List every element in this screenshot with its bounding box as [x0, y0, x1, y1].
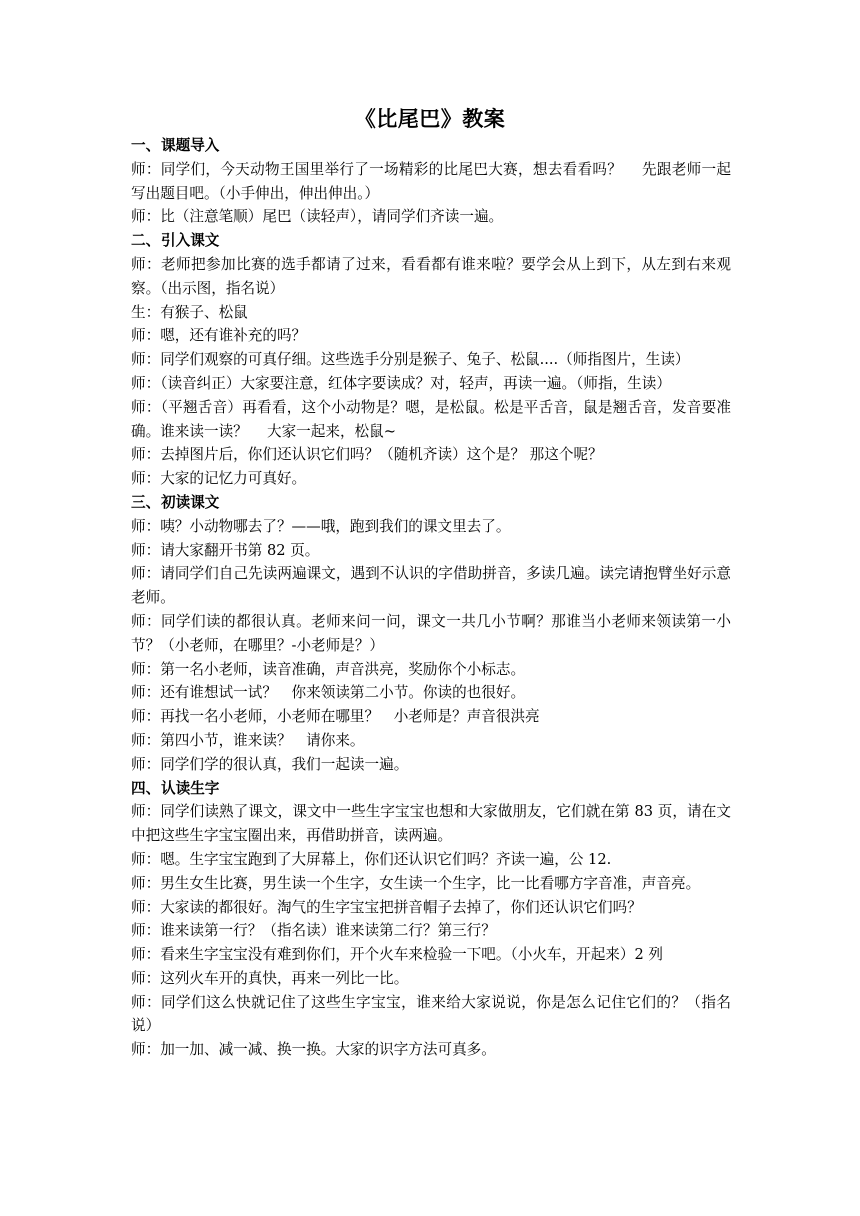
paragraph: 师：再找一名小老师，小老师在哪里？ 小老师是？声音很洪亮	[131, 708, 540, 726]
paragraph: 师：老师把参加比赛的选手都请了过来，看看都有谁来啦？要学会从上到下，从左到右来观察。（出示图，指名说）	[131, 255, 731, 297]
paragraph: 师：大家的记忆力可真好。	[131, 470, 307, 488]
paragraph: 师：谁来读第一行？（指名读）谁来读第二行？第三行？	[131, 922, 496, 940]
paragraph: 师：（读音纠正）大家要注意，红体字要读成？对，轻声，再读一遍。（师指，生读）	[131, 374, 671, 392]
paragraph: 师：同学们观察的可真仔细。这些选手分别是猴子、兔子、松鼠....（师指图片，生读）	[131, 351, 690, 369]
paragraph: 师：第四小节，谁来读？ 请你来。	[131, 731, 365, 749]
paragraph: 师：请同学们自己先读两遍课文，遇到不认识的字借助拼音，多读几遍。读完请抱臂坐好示意老师。	[131, 565, 731, 607]
paragraph: 师：同学们读的都很认真。老师来问一问，课文一共几小节啊？那谁当小老师来领读第一小节？（小老师，在哪里？-小老师是？）	[131, 612, 731, 654]
paragraph: 师：这列火车开的真快，再来一列比一比。	[131, 969, 409, 987]
paragraph: 师：嗯。生字宝宝跑到了大屏幕上，你们还认识它们吗？齐读一遍，公 12.	[131, 850, 612, 868]
paragraph: 师：第一名小老师，读音准确，声音洪亮，奖励你个小标志。	[131, 660, 526, 678]
paragraph: 师：请大家翻开书第 82 页。	[131, 541, 320, 559]
paragraph: 师：去掉图片后，你们还认识它们吗？（随机齐读）这个是？ 那这个呢？	[131, 446, 603, 464]
paragraph: 师：加一加、减一减、换一换。大家的识字方法可真多。	[131, 1041, 496, 1059]
paragraph: 师：大家读的都很好。淘气的生字宝宝把拼音帽子去掉了，你们还认识它们吗？	[131, 898, 642, 916]
paragraph: 师：同学们学的很认真，我们一起读一遍。	[131, 755, 409, 773]
paragraph: 生：有猴子、松鼠	[131, 303, 248, 321]
document-title: 《比尾巴》教案	[354, 106, 506, 131]
paragraph: 师：同学们，今天动物王国里举行了一场精彩的比尾巴大赛，想去看看吗？ 先跟老师一起写出题目吧。（小手伸出，伸出伸出。）	[131, 160, 731, 202]
section-heading: 二、引入课文	[131, 232, 220, 250]
paragraph: 师：咦？小动物哪去了？——哦，跑到我们的课文里去了。	[131, 517, 511, 535]
paragraph: 师：男生女生比赛，男生读一个生字，女生读一个生字，比一比看哪方字音准，声音亮。	[131, 874, 701, 892]
document-body	[131, 134, 731, 1062]
paragraph: 师：同学们读熟了课文，课文中一些生字宝宝也想和大家做朋友，它们就在第 83 页，请在文中把这些生字宝宝圈出来，再借助拼音，读两遍。	[131, 803, 731, 845]
paragraph: 师：比（注意笔顺）尾巴（读轻声），请同学们齐读一遍。	[131, 208, 504, 226]
paragraph: 师：（平翘舌音）再看看，这个小动物是？嗯，是松鼠。松是平舌音，鼠是翘舌音，发音要准确。谁来读一读？ 大家一起来，松鼠~	[131, 398, 731, 440]
paragraph: 师：同学们这么快就记住了这些生字宝宝，谁来给大家说说，你是怎么记住它们的？（指名说）	[131, 993, 731, 1035]
paragraph: 师：嗯，还有谁补充的吗？	[131, 327, 307, 345]
paragraph: 师：看来生字宝宝没有难到你们，开个火车来检验一下吧。（小火车，开起来）2 列	[131, 946, 664, 964]
section-heading: 三、初读课文	[131, 493, 220, 511]
section-heading: 一、课题导入	[131, 137, 220, 154]
paragraph: 师：还有谁想试一试？ 你来领读第二小节。你读的也很好。	[131, 684, 526, 702]
section-heading: 四、认读生字	[131, 779, 220, 797]
